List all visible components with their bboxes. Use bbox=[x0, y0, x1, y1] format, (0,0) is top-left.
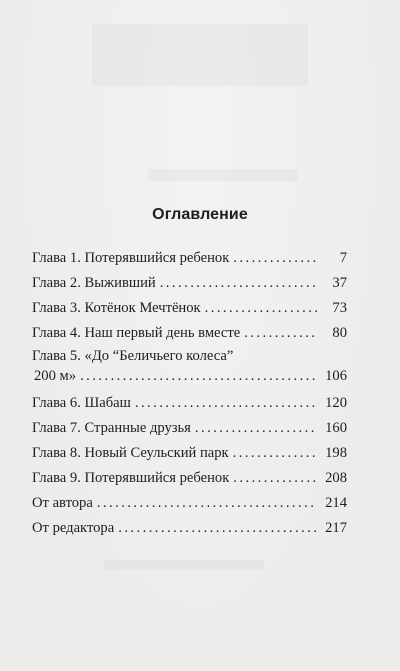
toc-entry-page: 208 bbox=[325, 470, 347, 486]
dot-leader bbox=[118, 516, 317, 541]
dot-leader bbox=[80, 366, 317, 386]
toc-entry-label: Глава 1. Потерявшийся ребенок bbox=[32, 250, 230, 266]
dot-leader bbox=[97, 491, 317, 516]
dot-leader bbox=[195, 416, 317, 441]
toc-entry-label-line2: 200 м» bbox=[34, 368, 77, 384]
toc-entry-label: Глава 9. Потерявшийся ребенок bbox=[32, 470, 230, 486]
toc-entry[interactable] bbox=[32, 271, 347, 296]
toc-entry-label-line2-row bbox=[32, 366, 347, 388]
dot-leader bbox=[244, 321, 317, 346]
toc-entry-label: Глава 6. Шабаш bbox=[32, 395, 131, 411]
toc-entry-label-line1: Глава 5. «До “Беличьего колеса” bbox=[32, 348, 234, 364]
dot-leader bbox=[233, 246, 317, 271]
toc-entry[interactable] bbox=[32, 346, 347, 391]
toc-entry-label: Глава 8. Новый Сеульский парк bbox=[32, 445, 229, 461]
toc-entry[interactable] bbox=[32, 321, 347, 346]
toc-entry[interactable] bbox=[32, 516, 347, 541]
bleed-through-shadow bbox=[92, 24, 308, 86]
dot-leader bbox=[233, 441, 317, 466]
toc-entry-page: 7 bbox=[339, 250, 347, 266]
toc-entry[interactable] bbox=[32, 391, 347, 416]
toc-entry-page: 120 bbox=[325, 395, 347, 411]
toc-entry-page: 37 bbox=[332, 275, 347, 291]
toc-entry-page: 80 bbox=[332, 325, 347, 341]
toc-entry-page: 198 bbox=[325, 445, 347, 461]
toc-entry[interactable] bbox=[32, 441, 347, 466]
toc-entry-label: От автора bbox=[32, 495, 93, 511]
bleed-through-line bbox=[148, 169, 298, 181]
toc-entry-page: 160 bbox=[325, 420, 347, 436]
toc-entry-label: Глава 2. Выживший bbox=[32, 275, 156, 291]
toc-entry-page: 214 bbox=[325, 495, 347, 511]
toc-entry-label: Глава 7. Странные друзья bbox=[32, 420, 191, 436]
toc-entry-page: 73 bbox=[332, 300, 347, 316]
dot-leader bbox=[233, 466, 317, 491]
toc-entry[interactable] bbox=[32, 416, 347, 441]
toc-entry-label: От редактора bbox=[32, 520, 115, 536]
dot-leader bbox=[160, 271, 317, 296]
toc-entry-page: 106 bbox=[325, 368, 347, 384]
toc-entry[interactable] bbox=[32, 246, 347, 271]
toc-entry-label: Глава 3. Котёнок Мечтёнок bbox=[32, 300, 201, 316]
toc-entry[interactable] bbox=[32, 491, 347, 516]
toc-entry[interactable] bbox=[32, 466, 347, 491]
dot-leader bbox=[205, 296, 317, 321]
bleed-through-line bbox=[104, 560, 264, 570]
toc-entry[interactable] bbox=[32, 296, 347, 321]
toc-entry-page: 217 bbox=[325, 520, 347, 536]
toc-entry-label: Глава 4. Наш первый день вместе bbox=[32, 325, 241, 341]
toc-title: Оглавление bbox=[152, 206, 248, 223]
dot-leader bbox=[135, 391, 317, 416]
table-of-contents bbox=[32, 246, 347, 541]
